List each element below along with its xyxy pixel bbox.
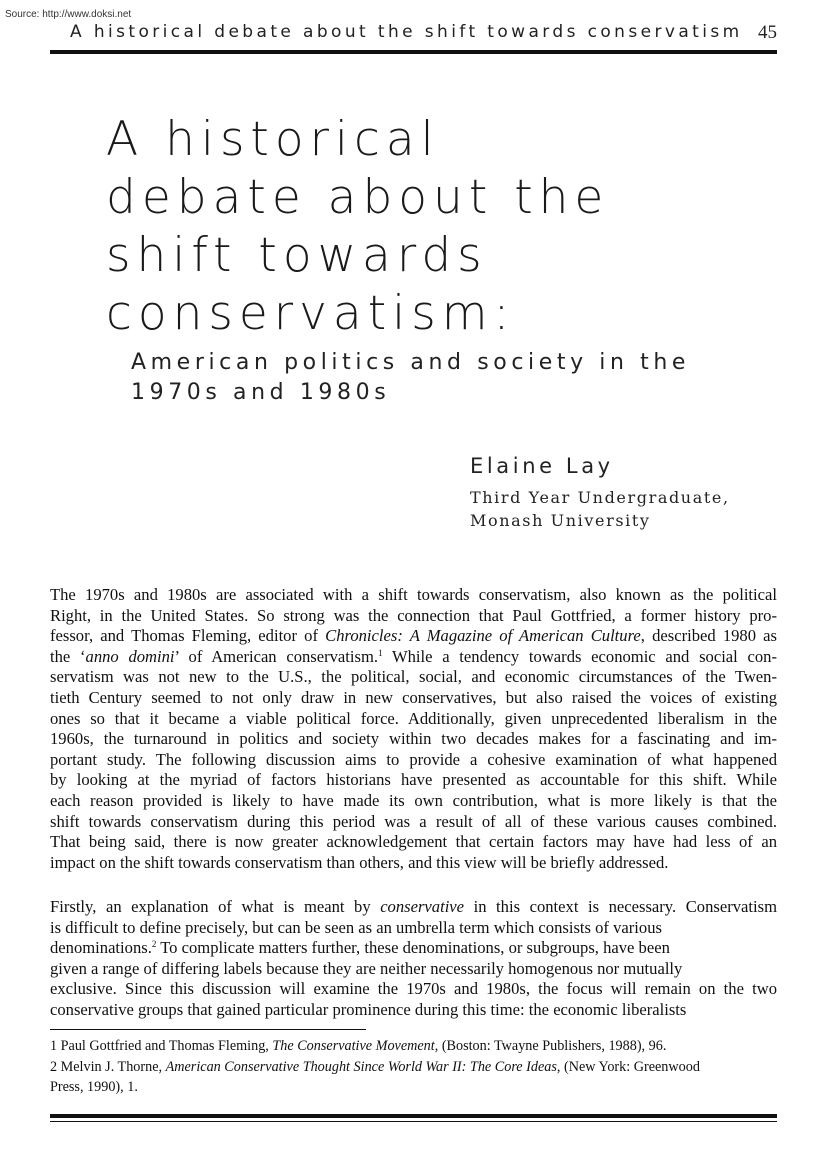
paragraph-2 bbox=[50, 897, 777, 1021]
text-run: To complicate matters further, these denominations, or subgroups, have been bbox=[156, 938, 670, 958]
text-run: in this context is necessary. Conservatism bbox=[464, 897, 777, 916]
affiliation-line: Monash University bbox=[470, 511, 651, 530]
running-head-title: A historical debate about the shift towards conservatism bbox=[70, 22, 743, 42]
footnotes bbox=[50, 1036, 777, 1098]
text-run: fessor, and Thomas Fleming, editor of bbox=[50, 626, 326, 646]
article-title bbox=[106, 111, 726, 343]
affiliation-line: Third Year Undergraduate, bbox=[470, 488, 730, 507]
text-line: shift towards conservatism during this period was a result of all of these various causes combined. bbox=[50, 811, 777, 831]
footnote-2 bbox=[50, 1057, 777, 1078]
footer-rule-thin bbox=[50, 1121, 777, 1122]
text-line: given a range of differing labels because they are neither necessarily homogenous nor mutually bbox=[50, 958, 683, 978]
text-line: That being said, there is now greater acknowledgement that certain factors may have had less of an bbox=[50, 832, 777, 852]
footnote-ref-2[interactable]: 2 bbox=[151, 939, 157, 950]
running-head bbox=[50, 22, 777, 48]
text-line: conservative groups that gained particular prominence during this time: the economic liberalists bbox=[50, 999, 687, 1019]
header-rule bbox=[50, 50, 777, 54]
author-affiliation bbox=[470, 486, 730, 532]
footnote-ref-1[interactable]: 1 bbox=[378, 647, 383, 658]
text-line: is difficult to define precisely, but can be seen as an umbrella term which consists of various bbox=[50, 917, 662, 937]
text-run: , (Boston: Twayne Publishers, 1988), 96. bbox=[434, 1038, 667, 1054]
subtitle-line: American politics and society in the bbox=[131, 350, 691, 375]
text-line bbox=[50, 626, 777, 647]
footer-rule-thick bbox=[50, 1114, 777, 1118]
italic-term: conservative bbox=[380, 897, 465, 916]
book-title: The Conservative Movement bbox=[272, 1038, 435, 1054]
text-line: The 1970s and 1980s are associated with a shift towards conservatism, also known as the political bbox=[50, 585, 777, 604]
text-line: servatism was not new to the U.S., the political, social, and economic circumstances of the Twen- bbox=[50, 667, 777, 687]
text-line bbox=[50, 647, 777, 668]
text-line: by looking at the myriad of factors historians have presented as accountable for this shift. While bbox=[50, 770, 777, 790]
subtitle-line: 1970s and 1980s bbox=[131, 380, 391, 405]
page-number: 45 bbox=[758, 22, 777, 43]
text-line: impact on the shift towards conservatism than others, and this view will be briefly addressed. bbox=[50, 852, 669, 872]
text-run: Firstly, an explanation of what is meant by bbox=[50, 897, 381, 916]
text-run: the ‘ bbox=[50, 646, 86, 666]
book-title: American Conservative Thought Since World War II: The Core Ideas bbox=[165, 1058, 557, 1075]
text-line bbox=[50, 938, 777, 959]
text-line: 1960s, the turnaround in politics and society within two decades makes for a fascinating and im- bbox=[50, 729, 777, 749]
footnote-rule bbox=[50, 1029, 366, 1030]
title-line: A historical bbox=[106, 112, 440, 167]
text-line: portant study. The following discussion aims to provide a cohesive examination of what happened bbox=[50, 749, 777, 769]
source-note: Source: http://www.doksi.net bbox=[5, 9, 132, 20]
text-line: tieth Century seemed to not only draw in new conservatives, but also raised the voices of existing bbox=[50, 687, 777, 707]
text-line: exclusive. Since this discussion will examine the 1970s and 1980s, the focus will remain on the two bbox=[50, 979, 777, 999]
text-line bbox=[50, 897, 777, 918]
text-line: Right, in the United States. So strong was the connection that Paul Gottfried, a former history pro- bbox=[50, 605, 777, 625]
text-line: ones so that it became a viable political force. Additionally, given unprecedented liberalism in the bbox=[50, 708, 777, 728]
text-run: , described 1980 as bbox=[640, 626, 777, 646]
title-line: conservatism: bbox=[106, 286, 516, 341]
text-run: 2 Melvin J. Thorne, bbox=[50, 1058, 166, 1075]
paragraph-1 bbox=[50, 585, 777, 873]
text-run: 1 Paul Gottfried and Thomas Fleming, bbox=[50, 1038, 273, 1054]
footnote-2-cont: Press, 1990), 1. bbox=[50, 1079, 138, 1096]
text-line: each reason provided is likely to have made its own contribution, what is more likely is that the bbox=[50, 790, 777, 810]
footnote-1 bbox=[50, 1036, 777, 1057]
text-run: , (New York: Greenwood bbox=[556, 1058, 700, 1075]
title-line: debate about the bbox=[106, 170, 610, 225]
text-run: denominations. bbox=[50, 938, 152, 958]
text-run: While a tendency towards economic and social con- bbox=[382, 646, 777, 666]
author-name: Elaine Lay bbox=[470, 454, 614, 478]
journal-title: Chronicles: A Magazine of American Culture bbox=[325, 626, 641, 646]
article-subtitle bbox=[131, 348, 731, 408]
italic-term: anno domini bbox=[85, 646, 175, 666]
text-run: ’ of American conservatism. bbox=[174, 646, 379, 666]
title-line: shift towards bbox=[106, 228, 488, 283]
